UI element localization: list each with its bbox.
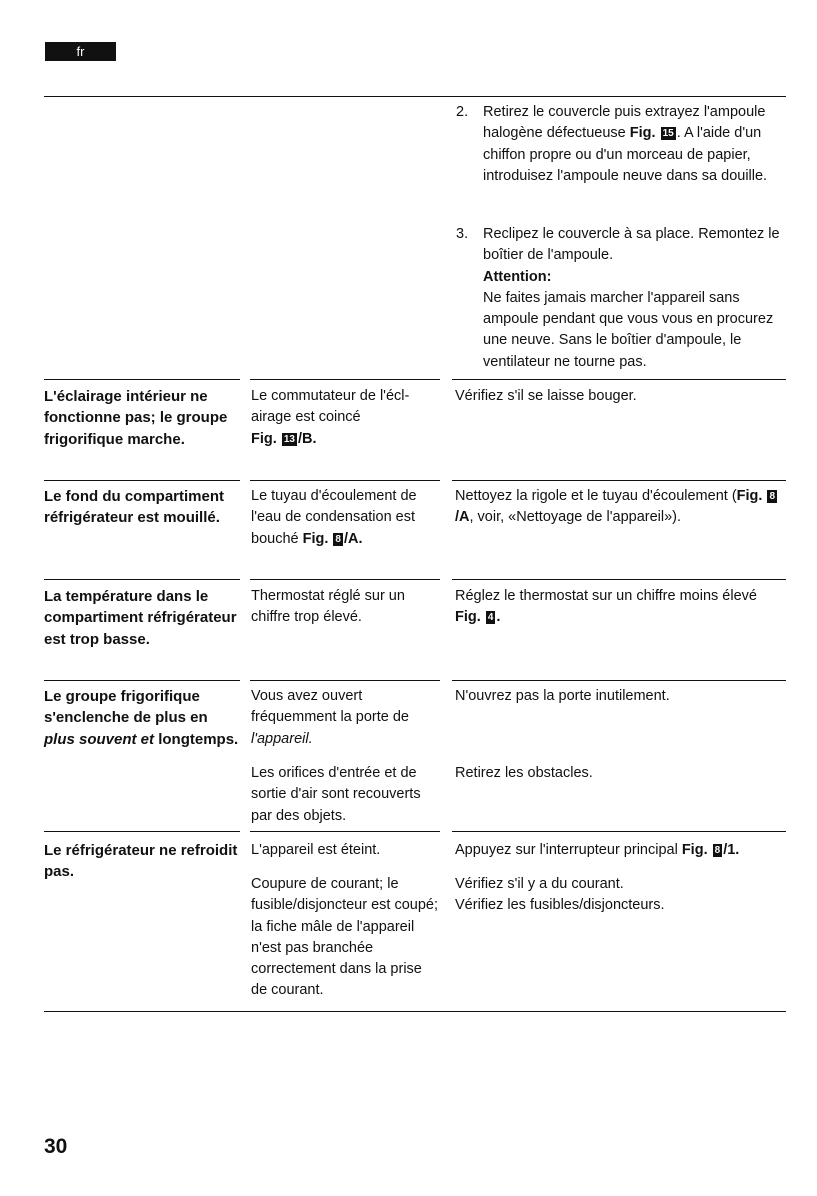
step-number: 3. — [456, 226, 469, 242]
step-number: 2. — [456, 104, 469, 120]
row-rule — [452, 680, 786, 681]
figure-suffix: /1. — [723, 842, 740, 858]
figure-suffix: /B. — [297, 430, 317, 447]
row-rule — [44, 831, 240, 832]
step-text-part: . A l'aide d'un chiffon propre ou d'un morceau de papier, introduisez l'ampoule neuve dans sa douille. — [483, 125, 768, 184]
row-rule — [250, 680, 440, 681]
row-rule — [452, 379, 786, 380]
figure-number-badge: 4 — [487, 612, 494, 624]
remedy-text: Réglez le thermostat sur un chiffre moins élevé — [455, 588, 757, 604]
language-badge: fr — [45, 42, 116, 61]
step-text — [483, 224, 786, 373]
problem-text-italic: plus souvent et — [44, 730, 155, 748]
figure-ref: Fig. — [629, 125, 660, 142]
header-rule — [44, 96, 786, 97]
remedy-cell: N'ouvrez pas la porte inutilement. — [455, 688, 670, 704]
row-rule — [44, 480, 240, 481]
cause-cell: Coupure de courant; le fusible/disjoncteur est coupé; la fiche mâle de l'appareil n'est pas branchée correctement dans la prise de courant. — [251, 876, 438, 999]
remedy-cell: Vérifiez s'il se laisse bouger. — [455, 388, 637, 404]
step-2 — [456, 102, 786, 187]
problem-cell: Le fond du compartiment réfrigérateur est mouillé. — [44, 488, 224, 527]
problem-cell: Le réfrigérateur ne refroidit pas. — [44, 842, 238, 881]
attention-text: Ne faites jamais marcher l'appareil sans ampoule pendant que vous vous en procurez une neuve. Sans le boîtier d'ampoule, le ventilateur ne tourne pas. — [483, 289, 774, 370]
row-rule — [250, 579, 440, 580]
row-rule — [250, 379, 440, 380]
step-text — [483, 102, 786, 187]
cause-cell — [251, 686, 441, 750]
figure-ref: Fig. — [302, 530, 333, 547]
cause-text-italic: l'appareil. — [251, 730, 313, 747]
table-bottom-rule — [44, 1011, 786, 1012]
row-rule — [452, 831, 786, 832]
cause-cell — [251, 486, 441, 550]
remedy-cell — [455, 840, 790, 861]
remedy-text: Vérifiez les fusibles/disjoncteurs. — [455, 897, 665, 914]
figure-suffix: /A. — [343, 530, 363, 547]
problem-cell: L'éclairage intérieur ne fonctionne pas; le groupe frigorifique marche. — [44, 388, 228, 448]
figure-suffix: . — [496, 609, 501, 626]
remedy-cell — [455, 486, 790, 529]
problem-text: longtemps. — [154, 730, 239, 748]
remedy-cell — [455, 586, 790, 629]
remedy-cell — [455, 874, 790, 917]
row-rule — [452, 480, 786, 481]
cause-cell: L'appareil est éteint. — [251, 842, 381, 858]
remedy-cell: Retirez les obstacles. — [455, 765, 593, 781]
figure-suffix: /A — [455, 509, 470, 526]
row-rule — [452, 579, 786, 580]
page-number: 30 — [44, 1135, 68, 1158]
cause-text: Le tuyau d'écoulement de l'eau de condensation est bouché — [251, 488, 417, 547]
row-rule — [250, 831, 440, 832]
remedy-text: Nettoyez la rigole et le tuyau d'écoulement ( — [455, 488, 737, 504]
figure-number-badge: 15 — [662, 128, 674, 140]
cause-cell: Les orifices d'entrée et de sortie d'air sont recouverts par des objets. — [251, 765, 421, 824]
remedy-text: Vérifiez s'il y a du courant. — [455, 876, 624, 892]
figure-ref: Fig. — [455, 609, 485, 626]
step-3 — [456, 224, 786, 373]
remedy-text: Appuyez sur l'interrupteur principal — [455, 842, 682, 858]
figure-number-badge: 13 — [283, 433, 295, 445]
row-rule — [44, 680, 240, 681]
figure-number-badge: 8 — [335, 533, 341, 545]
row-rule — [44, 379, 240, 380]
step-text-part: Reclipez le couvercle à sa place. Remontez le boîtier de l'ampoule. — [483, 226, 780, 264]
problem-text: Le groupe frigorifique s'enclenche de plus en — [44, 688, 208, 727]
cause-cell: Thermostat réglé sur un chiffre trop élevé. — [251, 588, 405, 626]
figure-ref: Fig. — [251, 430, 281, 447]
cause-text: Le commutateur de l'écl-airage est coincé — [251, 388, 410, 426]
cause-cell — [251, 386, 441, 450]
attention-label: Attention: — [483, 268, 552, 285]
figure-ref: Fig. — [681, 842, 712, 858]
problem-cell — [44, 686, 239, 750]
cause-text: Vous avez ouvert fréquemment la porte de — [251, 688, 409, 726]
row-rule — [44, 579, 240, 580]
problem-cell: La température dans le compartiment réfrigérateur est trop basse. — [44, 588, 237, 648]
figure-number-badge: 8 — [769, 491, 776, 502]
figure-number-badge: 8 — [714, 845, 721, 856]
step-text-part: Retirez le couvercle puis extrayez l'ampoule halogène défectueuse — [483, 104, 766, 142]
row-rule — [250, 480, 440, 481]
remedy-text: , voir, «Nettoyage de l'appareil»). — [469, 509, 682, 526]
figure-ref: Fig. — [736, 488, 767, 504]
